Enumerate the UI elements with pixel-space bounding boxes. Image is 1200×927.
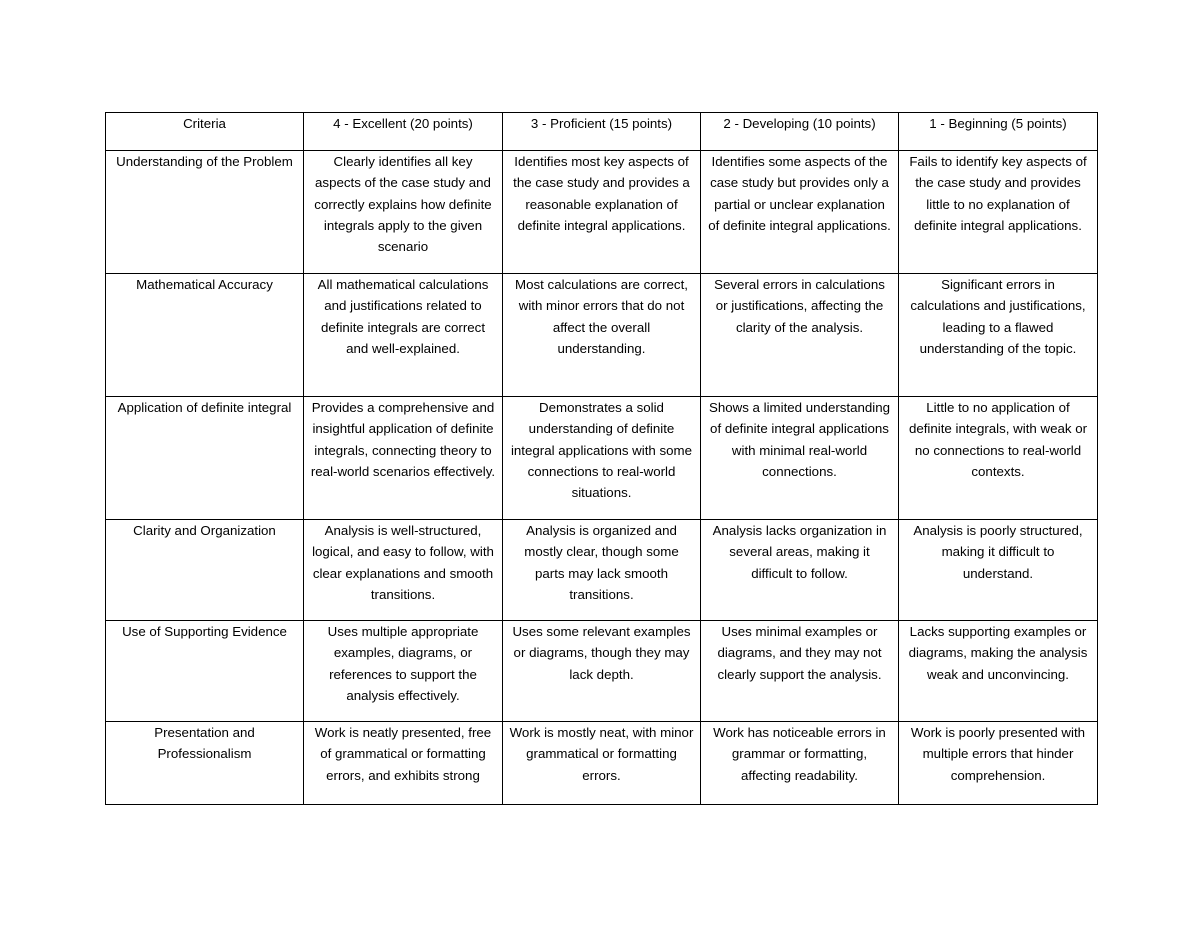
proficient-cell: Demonstrates a solid understanding of definite integral applications with some connections to real-world situations. — [503, 397, 701, 520]
table-row — [106, 274, 1098, 397]
developing-cell: Several errors in calculations or justifications, affecting the clarity of the analysis. — [701, 274, 899, 397]
excellent-cell: Clearly identifies all key aspects of the case study and correctly explains how definite integrals apply to the given scenario — [304, 151, 503, 274]
proficient-cell: Work is mostly neat, with minor grammatical or formatting errors. — [503, 722, 701, 805]
rubric-table — [105, 112, 1098, 805]
proficient-cell: Most calculations are correct, with minor errors that do not affect the overall understanding. — [503, 274, 701, 397]
header-criteria: Criteria — [106, 113, 304, 151]
criteria-cell: Mathematical Accuracy — [106, 274, 304, 397]
header-row — [106, 113, 1098, 151]
beginning-cell: Little to no application of definite integrals, with weak or no connections to real-world contexts. — [899, 397, 1098, 520]
criteria-cell: Presentation and Professionalism — [106, 722, 304, 805]
table-row — [106, 621, 1098, 722]
criteria-cell: Use of Supporting Evidence — [106, 621, 304, 722]
developing-cell: Analysis lacks organization in several areas, making it difficult to follow. — [701, 520, 899, 621]
table-row — [106, 722, 1098, 805]
excellent-cell: All mathematical calculations and justifications related to definite integrals are correct and well-explained. — [304, 274, 503, 397]
criteria-cell: Understanding of the Problem — [106, 151, 304, 274]
header-excellent: 4 - Excellent (20 points) — [304, 113, 503, 151]
table-row — [106, 397, 1098, 520]
table-row — [106, 520, 1098, 621]
developing-cell: Shows a limited understanding of definite integral applications with minimal real-world connections. — [701, 397, 899, 520]
beginning-cell: Significant errors in calculations and justifications, leading to a flawed understanding of the topic. — [899, 274, 1098, 397]
beginning-cell: Analysis is poorly structured, making it difficult to understand. — [899, 520, 1098, 621]
header-developing: 2 - Developing (10 points) — [701, 113, 899, 151]
beginning-cell: Fails to identify key aspects of the case study and provides little to no explanation of definite integral applications. — [899, 151, 1098, 274]
developing-cell: Uses minimal examples or diagrams, and they may not clearly support the analysis. — [701, 621, 899, 722]
beginning-cell: Lacks supporting examples or diagrams, making the analysis weak and unconvincing. — [899, 621, 1098, 722]
proficient-cell: Identifies most key aspects of the case study and provides a reasonable explanation of definite integral applications. — [503, 151, 701, 274]
excellent-cell: Provides a comprehensive and insightful application of definite integrals, connecting theory to real-world scenarios effectively. — [304, 397, 503, 520]
criteria-cell: Application of definite integral — [106, 397, 304, 520]
proficient-cell: Uses some relevant examples or diagrams, though they may lack depth. — [503, 621, 701, 722]
table-row — [106, 151, 1098, 274]
excellent-cell: Uses multiple appropriate examples, diagrams, or references to support the analysis effectively. — [304, 621, 503, 722]
developing-cell: Identifies some aspects of the case study but provides only a partial or unclear explanation of definite integral applications. — [701, 151, 899, 274]
header-proficient: 3 - Proficient (15 points) — [503, 113, 701, 151]
beginning-cell: Work is poorly presented with multiple errors that hinder comprehension. — [899, 722, 1098, 805]
criteria-cell: Clarity and Organization — [106, 520, 304, 621]
proficient-cell: Analysis is organized and mostly clear, though some parts may lack smooth transitions. — [503, 520, 701, 621]
developing-cell: Work has noticeable errors in grammar or formatting, affecting readability. — [701, 722, 899, 805]
excellent-cell: Analysis is well-structured, logical, and easy to follow, with clear explanations and smooth transitions. — [304, 520, 503, 621]
excellent-cell: Work is neatly presented, free of grammatical or formatting errors, and exhibits strong — [304, 722, 503, 805]
header-beginning: 1 - Beginning (5 points) — [899, 113, 1098, 151]
